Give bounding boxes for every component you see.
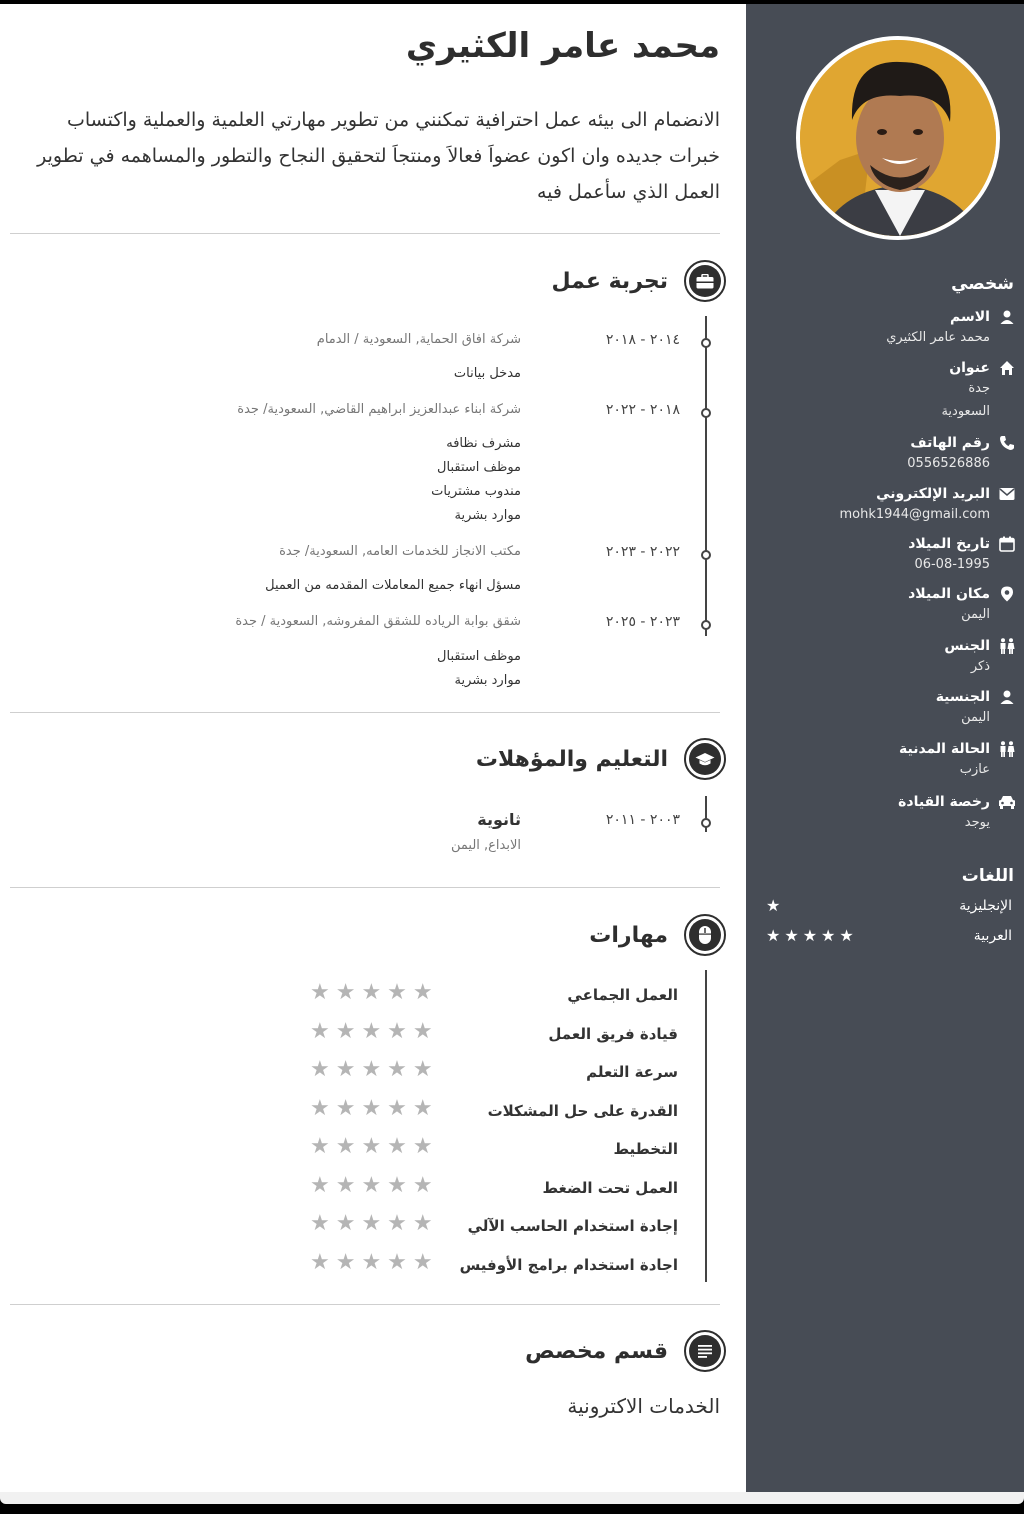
skills-title: مهارات (589, 922, 668, 948)
career-objective: الانضمام الى بيئه عمل احترافية تمكنني من تطوير مهارتي العلمية والعملية واكتساب خبرات جديده وان اكون عضواَ فعالاَ ومنتجاَ لتحقيق النجاح والتطور والمساهمه في تطوير العمل الذي سأعمل فيه (37, 109, 720, 203)
education-section-header (476, 738, 726, 780)
divider (10, 233, 720, 234)
item-value: عازب (959, 762, 990, 777)
timeline-dot (701, 550, 711, 560)
personal-name (756, 308, 1016, 349)
home-icon (998, 359, 1016, 377)
personal-gender (756, 637, 1016, 678)
timeline-dot (701, 620, 711, 630)
divider (10, 712, 720, 713)
skill-rating-stars: ★★★★★ (310, 980, 439, 1005)
custom-section-header (525, 1330, 726, 1372)
item-label: رقم الهاتف (910, 435, 990, 451)
item-value: اليمن (961, 607, 990, 622)
skill-name: القدرة على حل المشكلات (487, 1102, 678, 1120)
language-english (766, 896, 1012, 915)
item-label: الجنس (944, 638, 990, 654)
briefcase-icon (684, 260, 726, 302)
personal-address (756, 359, 1016, 423)
divider (10, 887, 720, 888)
item-value: ذكر (970, 659, 990, 674)
language-arabic (766, 926, 1012, 945)
language-rating: ★★★★★ (766, 926, 858, 945)
language-name: العربية (973, 927, 1012, 944)
item-label: الاسم (950, 309, 990, 325)
custom-section-title: قسم مخصص (525, 1338, 668, 1364)
skills-timeline (705, 970, 707, 1282)
skill-name: العمل تحت الضغط (542, 1179, 678, 1197)
item-value: اليمن (961, 710, 990, 725)
screen-bottom-edge (0, 1492, 1024, 1514)
item-label: عنوان (949, 360, 990, 376)
phone-icon (998, 434, 1016, 452)
item-label: البريد الإلكتروني (876, 486, 990, 502)
skill-name: قيادة فريق العمل (548, 1025, 678, 1043)
job-company: شركة ابناء عبدالعزيز ابراهيم القاضي, السعودية/ جدة (237, 402, 521, 417)
sidebar (746, 4, 1024, 1492)
graduation-cap-icon (684, 738, 726, 780)
personal-birthplace (756, 585, 1016, 626)
item-value: 06-08-1995 (914, 557, 990, 572)
item-value: محمد عامر الكثيري (886, 330, 990, 345)
education-school: الابداع, اليمن (450, 838, 521, 853)
mail-icon (998, 485, 1016, 503)
skill-name: إجادة استخدام الحاسب الآلي (467, 1217, 678, 1235)
language-rating: ★ (766, 896, 785, 915)
main-content (0, 4, 746, 1492)
resume-page (0, 4, 1024, 1492)
item-label: رخصة القيادة (898, 794, 990, 810)
skill-name: التخطيط (613, 1140, 678, 1158)
gender-icon (998, 740, 1016, 758)
job-period: ٢٠١٤ - ٢٠١٨ (605, 332, 680, 348)
user-icon (998, 688, 1016, 706)
job-duty: موارد بشرية (454, 508, 521, 523)
item-value: السعودية (941, 404, 990, 419)
experience-section-header (552, 260, 726, 302)
calendar-icon (998, 535, 1016, 553)
job-duty: موظف استقبال (437, 460, 521, 475)
skill-rating-stars: ★★★★★ (310, 1250, 439, 1275)
education-degree: ثانوية (477, 810, 521, 829)
item-value: mohk1944@gmail.com (839, 507, 990, 522)
item-label: مكان الميلاد (908, 586, 990, 602)
item-label: تاريخ الميلاد (908, 536, 990, 552)
full-name: محمد عامر الكثيري (405, 26, 720, 66)
item-value: جدة (968, 381, 990, 396)
job-duty: مدخل بيانات (453, 366, 521, 381)
education-title: التعليم والمؤهلات (475, 746, 668, 772)
job-company: شقق بوابة الرياده للشقق المفروشه, السعودية / جدة (235, 614, 521, 629)
gender-icon (998, 637, 1016, 655)
item-label: الجنسية (935, 689, 990, 705)
job-period: ٢٠٢٣ - ٢٠٢٥ (605, 614, 680, 630)
skill-rating-stars: ★★★★★ (310, 1134, 439, 1159)
profile-photo-avatar-icon (800, 40, 996, 236)
personal-section-title: شخصي (951, 274, 1014, 294)
job-period: ٢٠١٨ - ٢٠٢٢ (605, 402, 680, 418)
job-duty: موارد بشرية (454, 673, 521, 688)
car-icon (998, 793, 1016, 811)
job-company: مكتب الانجاز للخدمات العامه, السعودية/ جدة (279, 544, 521, 559)
timeline-dot (701, 338, 711, 348)
user-icon (998, 308, 1016, 326)
personal-nationality (756, 688, 1016, 729)
personal-marital-status (756, 740, 1016, 781)
personal-phone (756, 434, 1016, 475)
job-duty: موظف استقبال (437, 649, 521, 664)
skill-rating-stars: ★★★★★ (310, 1057, 439, 1082)
skill-rating-stars: ★★★★★ (310, 1211, 439, 1236)
item-value: 0556526886 (907, 456, 990, 471)
timeline-dot (701, 818, 711, 828)
divider (10, 1304, 720, 1305)
profile-photo (796, 36, 1000, 240)
skills-section-header (589, 914, 726, 956)
list-lines-icon (684, 1330, 726, 1372)
job-duty: مسؤل انهاء جميع المعاملات المقدمه من العميل (265, 578, 521, 593)
item-label: الحالة المدنية (898, 741, 990, 757)
personal-driving-license (756, 793, 1016, 834)
skill-name: سرعة التعلم (586, 1063, 678, 1081)
job-duty: مشرف نظافه (446, 436, 521, 451)
skill-rating-stars: ★★★★★ (310, 1096, 439, 1121)
mouse-icon (684, 914, 726, 956)
language-name: الإنجليزية (959, 897, 1012, 914)
item-value: يوجد (964, 815, 990, 830)
job-period: ٢٠٢٢ - ٢٠٢٣ (605, 544, 680, 560)
experience-timeline (705, 316, 707, 636)
personal-birthdate (756, 535, 1016, 576)
skill-rating-stars: ★★★★★ (310, 1019, 439, 1044)
custom-section-text: الخدمات الاكترونية (567, 1394, 720, 1418)
skill-name: اجادة استخدام برامج الأوفيس (459, 1256, 678, 1274)
skill-name: العمل الجماعي (567, 986, 678, 1004)
experience-title: تجربة عمل (551, 268, 668, 294)
skill-rating-stars: ★★★★★ (310, 1173, 439, 1198)
location-pin-icon (998, 585, 1016, 603)
job-company: شركة افاق الحماية, السعودية / الدمام (316, 332, 521, 347)
languages-section-title: اللغات (961, 866, 1014, 886)
job-duty: مندوب مشتريات (431, 484, 521, 499)
timeline-dot (701, 408, 711, 418)
education-period: ٢٠٠٣ - ٢٠١١ (605, 812, 680, 828)
personal-email (756, 485, 1016, 526)
